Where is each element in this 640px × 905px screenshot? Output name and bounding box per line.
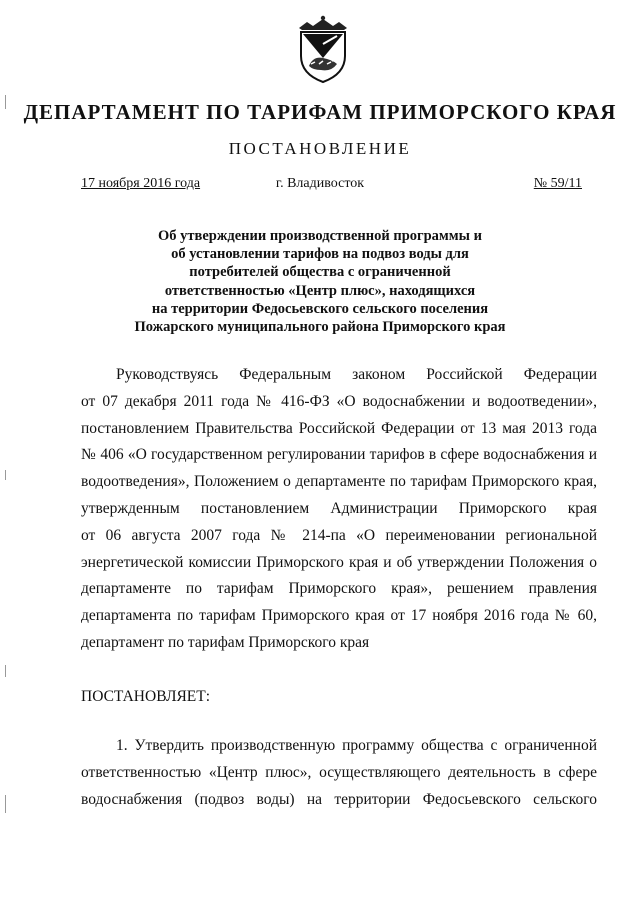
paragraph-line: 1. Утвердить производственную программу общества с ограниченной (116, 737, 597, 754)
subject-line: Об утверждении производственной программы и (158, 228, 482, 244)
coat-of-arms-emblem (293, 14, 353, 86)
subject-line: на территории Федосьевского сельского поселения (151, 300, 489, 317)
paragraph-line: департамент по тарифам Приморского края (81, 633, 370, 651)
item-1-paragraph (81, 733, 597, 813)
paragraph-line: постановлением Правительства Российской Федерации от 13 мая 2013 года (81, 419, 597, 437)
paragraph-line: утвержденным постановлением Администрации Приморского края (81, 499, 597, 517)
subject-line: Пожарского муниципального района Приморского края (134, 319, 506, 336)
paragraph-line: департаменте по тарифам Приморского края», решением правления (81, 580, 597, 598)
paragraph-line: от 07 декабря 2011 года № 416-ФЗ «О водоснабжении и водоотведении», (81, 392, 597, 410)
document-city: г. Владивосток (275, 176, 365, 191)
paragraph-line: департамента по тарифам Приморского края от 17 ноября 2016 года № 60, (81, 607, 597, 625)
scan-margin-mark (5, 665, 6, 677)
paragraph-line: водоснабжения (подвоз воды) на территории Федосьевского сельского (81, 790, 597, 808)
document-subject (90, 227, 550, 336)
paragraph-line: энергетической комиссии Приморского края и об утверждении Положения о (81, 553, 597, 571)
scan-margin-mark (5, 795, 6, 813)
subject-line: ответственностью «Центр плюс», находящихся (164, 282, 476, 299)
preamble-paragraph (81, 362, 597, 657)
scan-margin-mark (5, 95, 6, 109)
subject-line: потребителей общества с ограниченной (189, 264, 451, 281)
paragraph-line: ответственностью «Центр плюс», осуществляющего деятельность в сфере (81, 763, 597, 781)
document-number: № 59/11 (533, 176, 582, 191)
paragraph-line: водоотведения», Положением о департаменте по тарифам Приморского края, (81, 473, 597, 491)
scan-margin-mark (5, 470, 6, 480)
department-title: ДЕПАРТАМЕНТ ПО ТАРИФАМ ПРИМОРСКОГО КРАЯ (23, 100, 617, 124)
document-type: ПОСТАНОВЛЕНИЕ (228, 139, 412, 158)
document-date: 17 ноября 2016 года (81, 176, 201, 191)
paragraph-line: от 06 августа 2007 года № 214-па «О переименовании региональной (81, 526, 597, 544)
subject-line: об установлении тарифов на подвоз воды для (171, 246, 469, 263)
paragraph-line: № 406 «О государственном регулировании тарифов в сфере водоснабжения и (81, 446, 597, 464)
paragraph-line: Руководствуясь Федеральным законом Российской Федерации (116, 366, 597, 383)
decree-heading: ПОСТАНОВЛЯЕТ: (81, 688, 211, 705)
